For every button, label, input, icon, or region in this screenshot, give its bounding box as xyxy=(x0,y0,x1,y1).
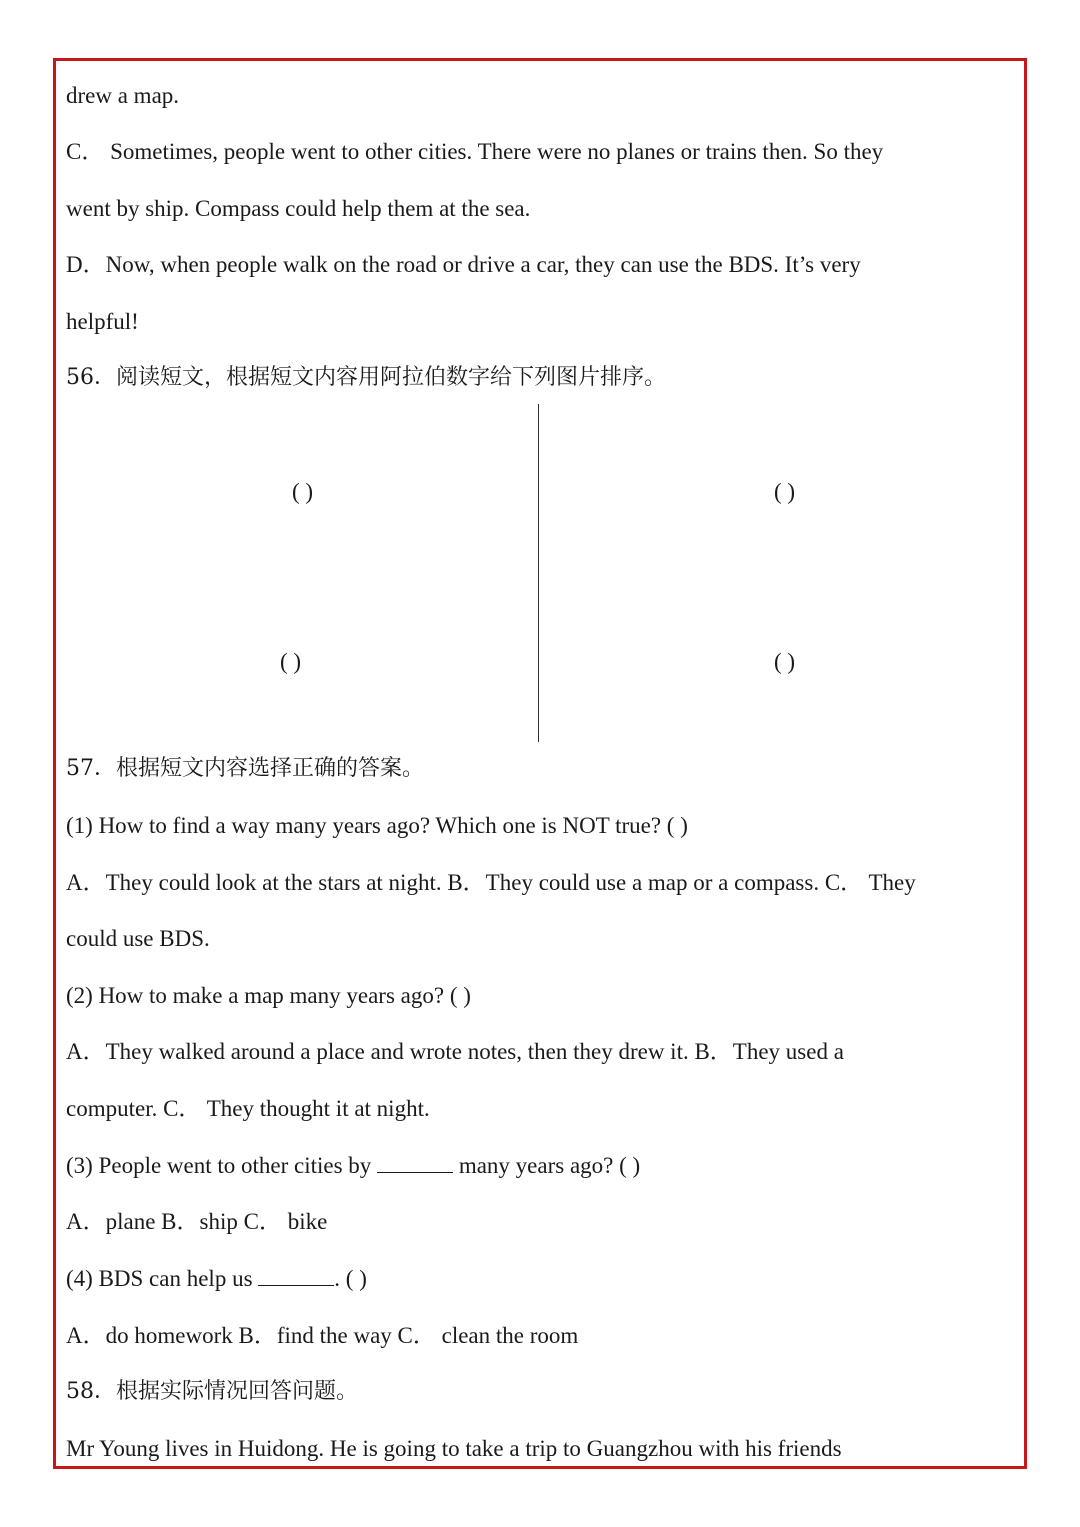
question-57-title: 57．根据短文内容选择正确的答案。 xyxy=(66,756,424,781)
text-line: went by ship. Compass could help them at the sea. xyxy=(66,196,531,221)
question-58-title: 58．根据实际情况回答问题。 xyxy=(66,1379,358,1404)
question-57-4-end: . ( ) xyxy=(334,1266,367,1291)
fill-blank[interactable] xyxy=(377,1152,453,1173)
picture-divider xyxy=(538,404,539,742)
question-57-3-end: many years ago? ( ) xyxy=(453,1153,641,1178)
question-57-2: (2) How to make a map many years ago? ( ) xyxy=(66,983,471,1008)
question-57-1: (1) How to find a way many years ago? Which one is NOT true? ( ) xyxy=(66,813,688,838)
question-57-1-options: A．They could look at the stars at night. B．They could use a map or a compass. C． They xyxy=(66,870,916,895)
answer-blank-4[interactable]: ( ) xyxy=(774,649,796,674)
question-56-title: 56．阅读短文，根据短文内容用阿拉伯数字给下列图片排序。 xyxy=(66,365,666,390)
question-57-3 xyxy=(66,1152,640,1180)
question-58-text: Mr Young lives in Huidong. He is going to take a trip to Guangzhou with his friends xyxy=(66,1436,842,1461)
text-line: helpful! xyxy=(66,309,139,334)
answer-blank-1[interactable]: ( ) xyxy=(292,479,314,504)
option-d-text: D．Now, when people walk on the road or drive a car, they can use the BDS. It’s very xyxy=(66,252,861,277)
option-c-text: C． Sometimes, people went to other cities. There were no planes or trains then. So they xyxy=(66,139,884,164)
fill-blank[interactable] xyxy=(258,1265,334,1286)
question-57-4-start: (4) BDS can help us xyxy=(66,1266,259,1291)
question-57-1-options-cont: could use BDS. xyxy=(66,926,210,951)
answer-blank-2[interactable]: ( ) xyxy=(774,479,796,504)
question-57-2-options-cont: computer. C． They thought it at night. xyxy=(66,1096,430,1121)
text-line: drew a map. xyxy=(66,83,180,108)
question-57-3-start: (3) People went to other cities by xyxy=(66,1153,378,1178)
question-57-4 xyxy=(66,1265,367,1293)
question-57-2-options: A．They walked around a place and wrote notes, then they drew it. B．They used a xyxy=(66,1039,844,1064)
answer-blank-3[interactable]: ( ) xyxy=(280,649,302,674)
question-57-4-options: A．do homework B．find the way C． clean the room xyxy=(66,1323,579,1348)
question-57-3-options: A．plane B．ship C． bike xyxy=(66,1209,328,1234)
